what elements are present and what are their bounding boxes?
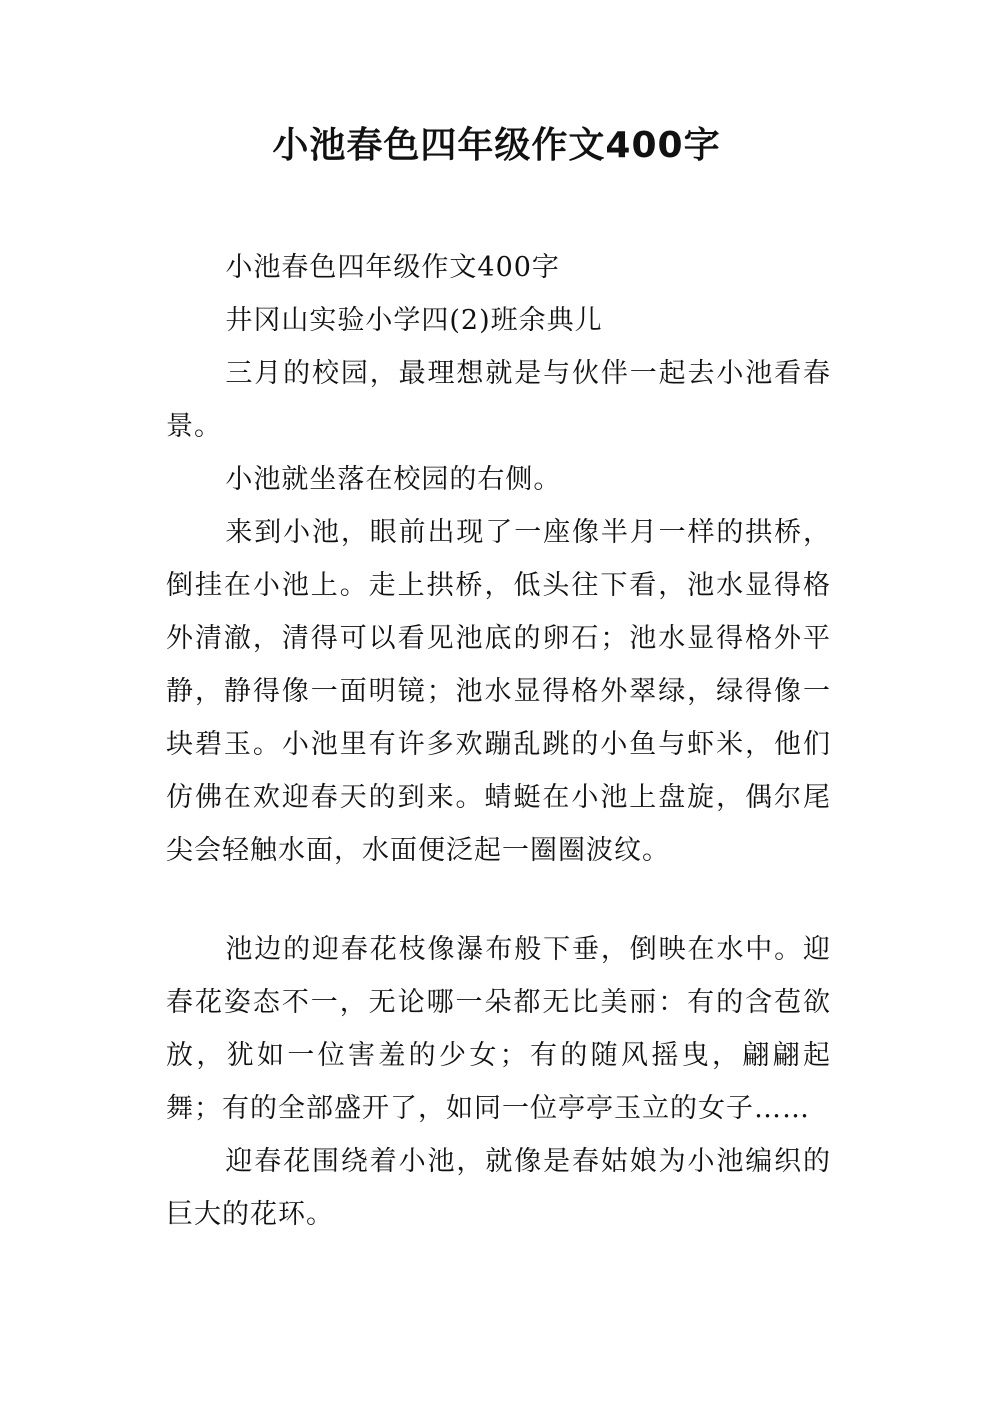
article-body [166, 241, 831, 1241]
paragraph: 小池就坐落在校园的右侧。 [225, 464, 562, 495]
page-title: 小池春色四年级作文400字 [272, 125, 721, 166]
paragraph: 来到小池，眼前出现了一座像半月一样的拱桥，倒挂在小池上。走上拱桥，低头往下看，池水显得格外清澈，清得可以看见池底的卵石；池水显得格外平静，静得像一面明镜；池水显得格外翠绿，绿得像一块碧玉。小池里有许多欢蹦乱跳的小鱼与虾米，他们仿佛在欢迎春天的到来。蜻蜓在小池上盘旋，偶尔尾尖会轻触水面，水面便泛起一圈圈波纹。 [166, 517, 831, 866]
paragraph: 池边的迎春花枝像瀑布般下垂，倒映在水中。迎春花姿态不一，无论哪一朵都无比美丽：有的含苞欲放，犹如一位害羞的少女；有的随风摇曳，翩翩起舞；有的全部盛开了，如同一位亭亭玉立的女子…… [166, 934, 831, 1124]
paragraph: 三月的校园，最理想就是与伙伴一起去小池看春景。 [166, 358, 831, 442]
author-line: 井冈山实验小学四(2)班余典儿 [225, 305, 603, 336]
paragraph: 迎春花围绕着小池，就像是春姑娘为小池编织的巨大的花环。 [166, 1146, 831, 1230]
article-subtitle: 小池春色四年级作文400字 [225, 252, 560, 283]
